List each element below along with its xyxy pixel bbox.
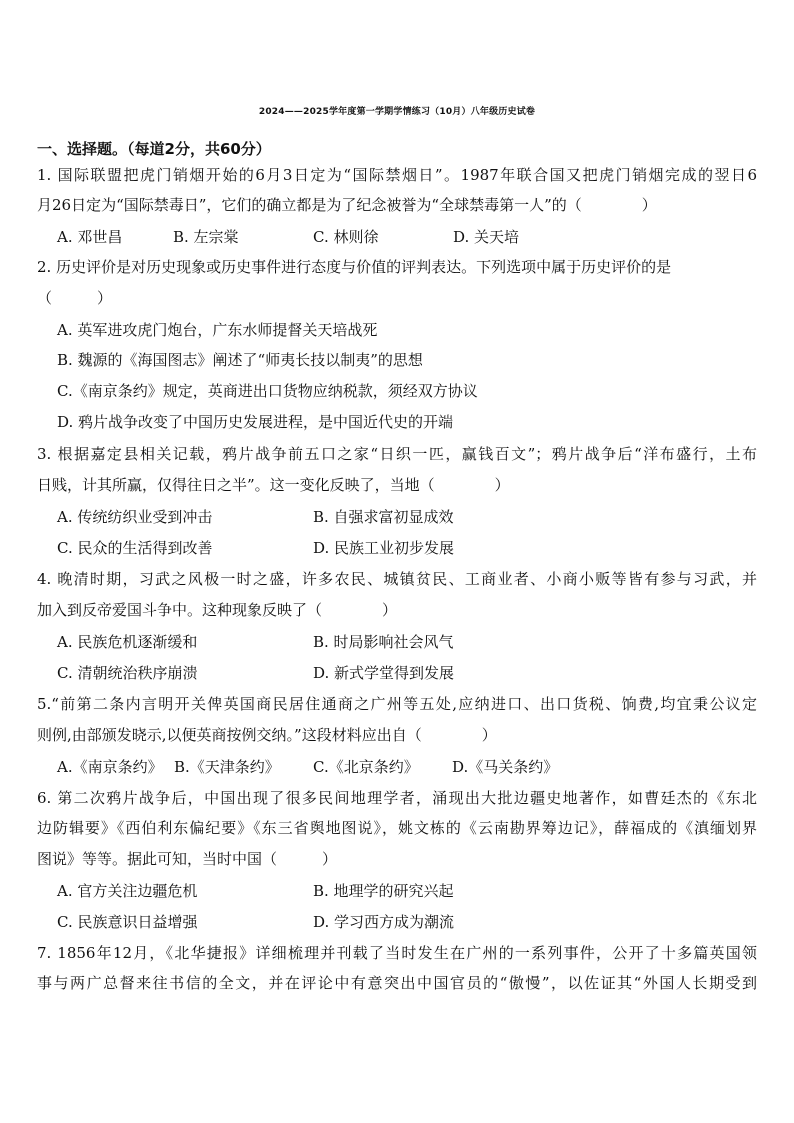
question-4-line-1: 4. 晚清时期，习武之风极一时之盛，许多农民、城镇贫民、工商业者、小商小贩等皆有参与习武，并 [37,570,757,588]
question-3-option-b: B. 自强求富初显成效 [313,508,454,526]
question-6-option-c: C. 民族意识日益增强 [57,913,198,931]
question-6-line-2: 边防辑要》《西伯利东偏纪要》《东三省舆地图说》，姚文栋的《云南勘界筹边记》，薛福成的《滇缅划界 [37,819,757,837]
question-1-option-a: A. 邓世昌 [57,228,123,246]
exam-title: 2024——2025学年度第一学期学情练习（10月）八年级历史试卷 [258,107,536,117]
question-3-line-2: 日贱，计其所赢，仅得往日之半”。这一变化反映了，当地（ ） [37,476,510,494]
question-5-line-1: 5.“前第二条内言明开关俾英国商民居住通商之广州等五处,应纳进口、出口货税、饷费,均宜秉公议定 [37,695,757,713]
question-3-option-a: A. 传统纺织业受到冲击 [57,508,213,526]
question-3-line-1: 3. 根据嘉定县相关记载，鸦片战争前五口之家“日织一匹，赢钱百文”；鸦片战争后“洋布盛行，土布 [37,445,757,463]
question-6-line-3: 图说》等等。据此可知，当时中国（ ） [37,850,338,868]
question-1-line-2: 月26日定为“国际禁毒日”，它们的确立都是为了纪念被誉为“全球禁毒第一人”的（ ） [37,196,657,214]
question-6-line-1: 6. 第二次鸦片战争后，中国出现了很多民间地理学者，涌现出大批边疆史地著作，如曹廷杰的《东北 [37,789,757,807]
question-1-option-c: C. 林则徐 [313,228,379,246]
question-3-option-d: D. 民族工业初步发展 [313,539,455,557]
question-5-option-a: A.《南京条约》 [57,758,163,776]
question-4-option-c: C. 清朝统治秩序崩溃 [57,664,198,682]
question-2-line-1: 2. 历史评价是对历史现象或历史事件进行态度与价值的评判表达。下列选项中属于历史评价的是 [37,258,672,276]
question-1-option-b: B. 左宗棠 [173,228,239,246]
section-heading: 一、选择题。（每道2分，共60分） [37,140,271,158]
question-7-line-1: 7. 1856年12月，《北华捷报》详细梳理并刊载了当时发生在广州的一系列事件，公开了十多篇英国领 [37,944,757,962]
question-3-option-c: C. 民众的生活得到改善 [57,539,213,557]
question-2-line-2: （ ） [37,289,113,307]
question-5-line-2: 则例,由部颁发晓示,以便英商按例交纳。”这段材料应出自（ ） [37,726,497,744]
question-7-line-2: 事与两广总督来往书信的全文，并在评论中有意突出中国官员的“傲慢”，以佐证其“外国人长期受到 [37,974,757,992]
question-2-option-d: D. 鸦片战争改变了中国历史发展进程，是中国近代史的开端 [57,413,454,431]
question-2-option-a: A. 英军进攻虎门炮台，广东水师提督关天培战死 [57,321,378,339]
question-5-option-b: B.《天津条约》 [174,758,280,776]
question-2-option-c: C.《南京条约》规定，英商进出口货物应纳税款，须经双方协议 [57,382,478,400]
question-5-option-c: C.《北京条约》 [313,758,419,776]
question-5-option-d: D.《马关条约》 [452,758,559,776]
question-4-option-b: B. 时局影响社会风气 [313,633,454,651]
question-1-option-d: D. 关天培 [453,228,520,246]
question-6-option-b: B. 地理学的研究兴起 [313,882,454,900]
question-2-option-b: B. 魏源的《海国图志》阐述了“师夷长技以制夷”的思想 [57,351,423,369]
question-4-option-d: D. 新式学堂得到发展 [313,664,455,682]
question-1-line-1: 1. 国际联盟把虎门销烟开始的6月3日定为“国际禁烟日”。1987年联合国又把虎门销烟完成的翌日6 [37,166,757,184]
question-4-option-a: A. 民族危机逐渐缓和 [57,633,198,651]
question-6-option-d: D. 学习西方成为潮流 [313,913,455,931]
question-6-option-a: A. 官方关注边疆危机 [57,882,198,900]
question-4-line-2: 加入到反帝爱国斗争中。这种现象反映了（ ） [37,601,398,619]
